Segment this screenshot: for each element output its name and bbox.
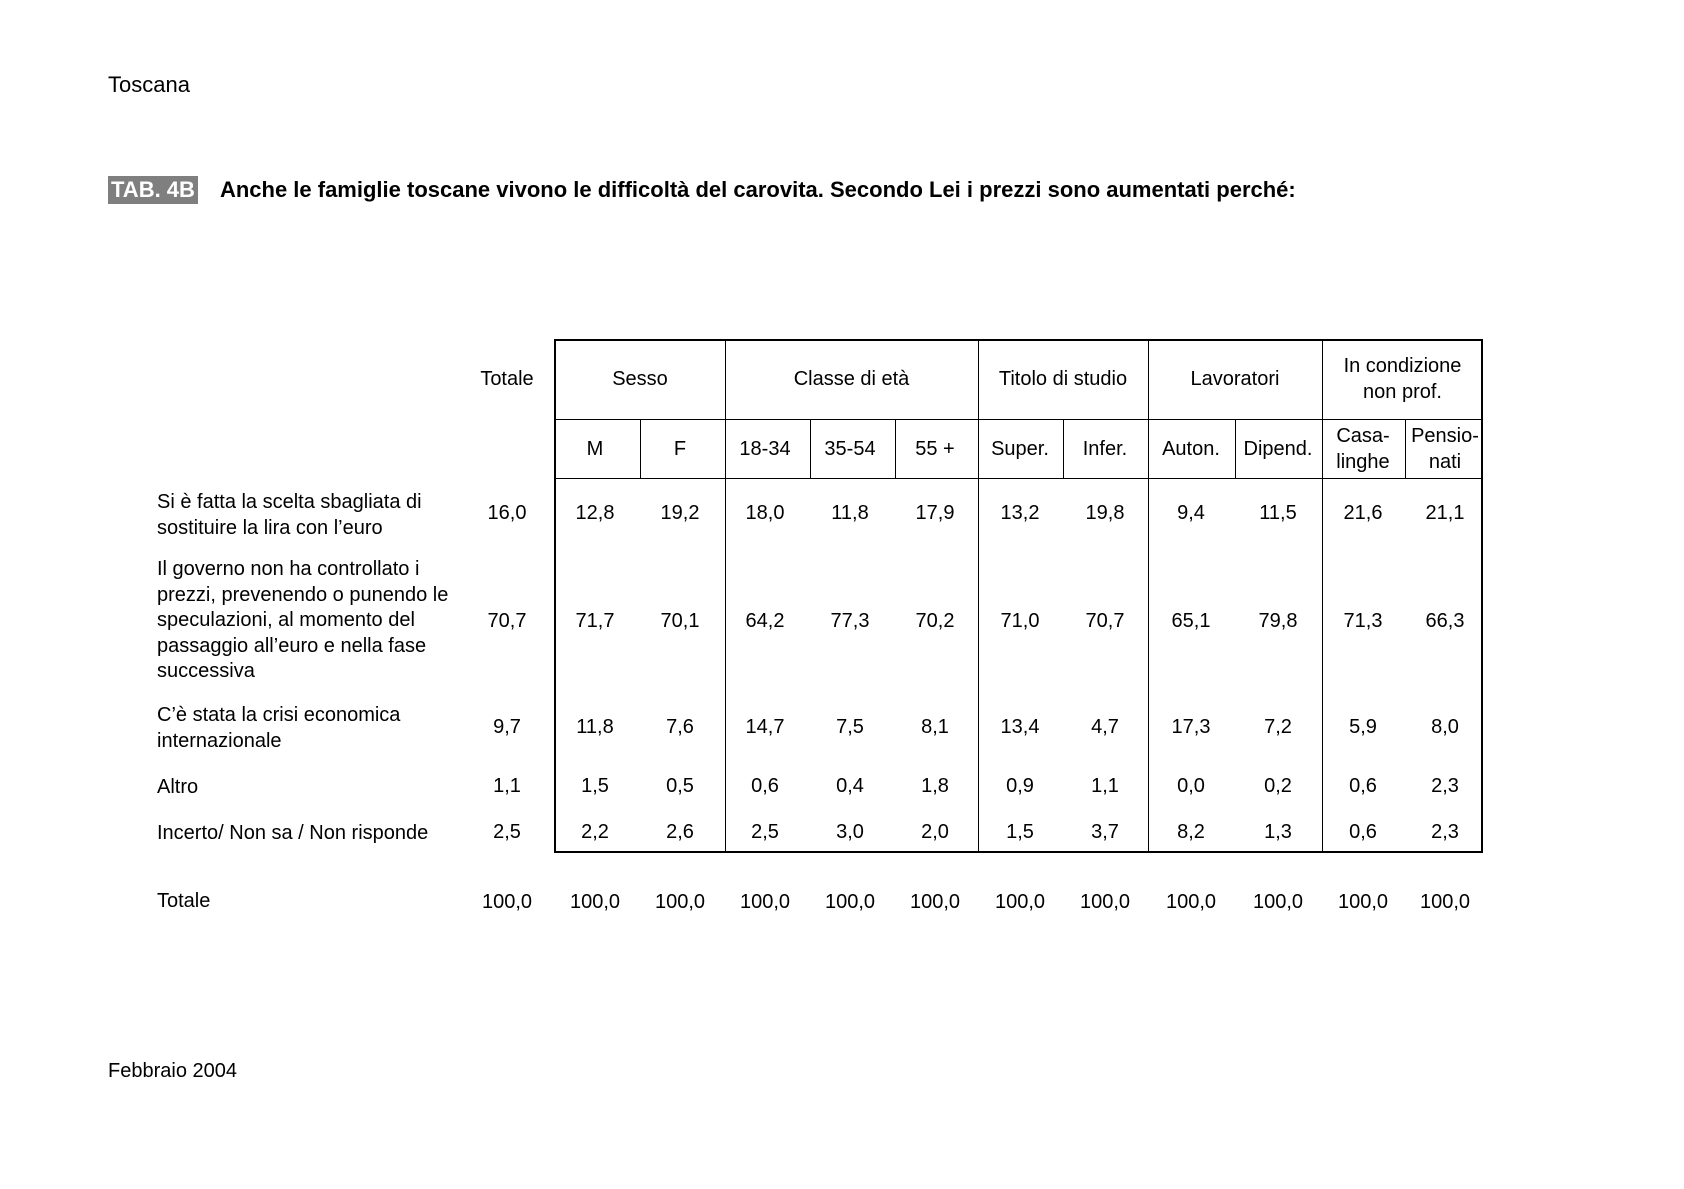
table-cell: 4,7: [1091, 716, 1119, 738]
total-row-label: Totale: [157, 890, 211, 912]
table-cell: 18,0: [745, 502, 785, 524]
table-cell: 17,3: [1171, 716, 1211, 738]
table-cell: 13,4: [1000, 716, 1040, 738]
table-cell: 3,7: [1091, 821, 1119, 843]
subgroup-header: Dipend.: [1243, 438, 1313, 460]
table-cell: 12,8: [575, 502, 615, 524]
header-divider: [555, 419, 1482, 420]
table-cell: 5,9: [1349, 716, 1377, 738]
subgroup-header: Casa- linghe: [1336, 425, 1390, 473]
table-cell: 7,6: [666, 716, 694, 738]
subgroup-header: 35-54: [824, 438, 876, 460]
subgroup-header: 55 +: [915, 438, 955, 460]
table-cell: 71,0: [1000, 610, 1040, 632]
table-cell: 0,9: [1006, 775, 1034, 797]
table-cell: 8,0: [1431, 716, 1459, 738]
table-cell: 2,6: [666, 821, 694, 843]
group-header: Titolo di studio: [998, 368, 1128, 390]
table-cell: 0,0: [1177, 775, 1205, 797]
table-cell: 0,5: [666, 775, 694, 797]
total-cell: 100,0: [1337, 891, 1389, 913]
table-cell: 70,7: [487, 610, 527, 632]
subgroup-header: Super.: [991, 438, 1049, 460]
table-cell: 1,5: [1006, 821, 1034, 843]
column-divider: [978, 339, 979, 853]
row-label: Si è fatta la scelta sbagliata di sostituire la lira con l’euro: [157, 491, 422, 539]
table-cell: 11,5: [1259, 502, 1297, 524]
total-cell: 100,0: [824, 891, 876, 913]
total-cell: 100,0: [1252, 891, 1304, 913]
header-divider: [555, 478, 1482, 479]
table-cell: 21,6: [1343, 502, 1383, 524]
table-cell: 11,8: [576, 716, 614, 738]
table-cell: 17,9: [915, 502, 955, 524]
table-cell: 7,2: [1264, 716, 1292, 738]
table-cell: 71,3: [1343, 610, 1383, 632]
total-cell: 100,0: [1419, 891, 1471, 913]
table-cell: 16,0: [487, 502, 527, 524]
total-cell: 100,0: [654, 891, 706, 913]
table-cell: 19,2: [660, 502, 700, 524]
table-cell: 8,2: [1177, 821, 1205, 843]
subgroup-header: M: [586, 438, 604, 460]
table-cell: 8,1: [921, 716, 949, 738]
table-cell: 7,5: [836, 716, 864, 738]
group-header: Classe di età: [793, 368, 910, 390]
table-cell: 11,8: [831, 502, 869, 524]
table-tag: TAB. 4B: [108, 176, 198, 204]
table-cell: 65,1: [1171, 610, 1211, 632]
subgroup-header: F: [673, 438, 687, 460]
table-cell: 3,0: [836, 821, 864, 843]
table-cell: 0,6: [1349, 775, 1377, 797]
table-cell: 2,3: [1431, 821, 1459, 843]
table-cell: 77,3: [830, 610, 870, 632]
total-cell: 100,0: [481, 891, 533, 913]
table-cell: 1,3: [1264, 821, 1292, 843]
table-question: Anche le famiglie toscane vivono le difficoltà del carovita. Secondo Lei i prezzi sono aumentati perché:: [219, 177, 1296, 202]
table-cell: 70,1: [660, 610, 700, 632]
table-cell: 13,2: [1000, 502, 1040, 524]
table-cell: 64,2: [745, 610, 785, 632]
subgroup-header: Infer.: [1082, 438, 1128, 460]
table-cell: 2,0: [921, 821, 949, 843]
group-header: In condizione non prof.: [1343, 355, 1462, 403]
total-cell: 100,0: [1165, 891, 1217, 913]
table-cell: 0,6: [751, 775, 779, 797]
subgroup-header: Auton.: [1162, 438, 1220, 460]
row-label: Altro: [157, 776, 199, 798]
table-cell: 70,7: [1085, 610, 1125, 632]
table-cell: 14,7: [745, 716, 785, 738]
table-cell: 79,8: [1258, 610, 1298, 632]
row-label: C’è stata la crisi economica internazionale: [157, 704, 401, 752]
table-cell: 2,2: [581, 821, 609, 843]
total-cell: 100,0: [909, 891, 961, 913]
table-cell: 1,8: [921, 775, 949, 797]
table-title: [108, 176, 1296, 204]
total-cell: 100,0: [994, 891, 1046, 913]
table-cell: 2,5: [493, 821, 521, 843]
table-cell: 1,1: [1091, 775, 1119, 797]
table-cell: 21,1: [1425, 502, 1465, 524]
table-cell: 0,6: [1349, 821, 1377, 843]
table-cell: 9,4: [1177, 502, 1205, 524]
column-divider: [1148, 339, 1149, 853]
table-cell: 19,8: [1085, 502, 1125, 524]
table-cell: 70,2: [915, 610, 955, 632]
region-label: Toscana: [108, 72, 190, 97]
footer-date: Febbraio 2004: [108, 1060, 237, 1082]
table-cell: 1,1: [493, 775, 521, 797]
table-cell: 0,4: [836, 775, 864, 797]
table-cell: 1,5: [581, 775, 609, 797]
subgroup-header: Pensio- nati: [1411, 425, 1479, 473]
table-cell: 9,7: [493, 716, 521, 738]
subgroup-header: 18-34: [739, 438, 791, 460]
table-cell: 2,3: [1431, 775, 1459, 797]
total-cell: 100,0: [1079, 891, 1131, 913]
group-header: Sesso: [612, 368, 668, 390]
row-label: Il governo non ha controllato i prezzi, prevenendo o punendo le speculazioni, al momento del passaggio all’euro e nella fase successiva: [157, 558, 449, 682]
table-cell: 0,2: [1264, 775, 1292, 797]
total-cell: 100,0: [569, 891, 621, 913]
total-column-header: Totale: [480, 368, 534, 390]
group-header: Lavoratori: [1190, 368, 1280, 390]
row-label: Incerto/ Non sa / Non risponde: [157, 822, 429, 844]
total-cell: 100,0: [739, 891, 791, 913]
table-cell: 66,3: [1425, 610, 1465, 632]
table-cell: 2,5: [751, 821, 779, 843]
table-cell: 71,7: [575, 610, 615, 632]
